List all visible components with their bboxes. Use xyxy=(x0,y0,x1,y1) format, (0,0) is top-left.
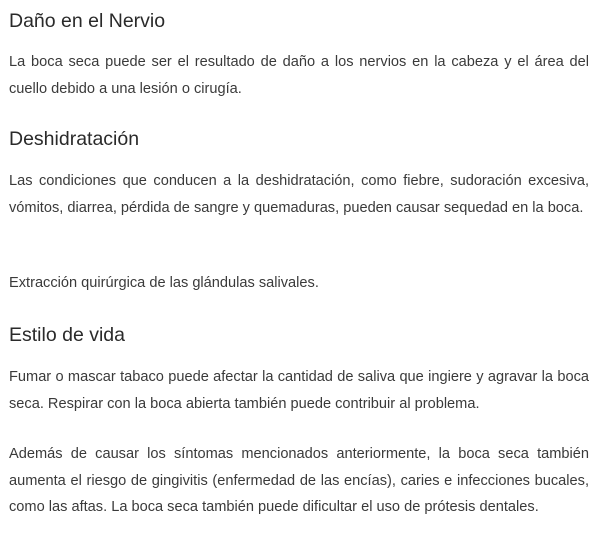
section-paragraph: Extracción quirúrgica de las glándulas salivales. xyxy=(9,275,319,291)
section-heading-lifestyle: Estilo de vida xyxy=(9,324,125,346)
section-paragraph: Fumar o mascar tabaco puede afectar la cantidad de saliva que ingiere y agravar la boca seca. Respirar con la boca abierta también puede contribuir al problema. xyxy=(9,369,589,412)
section-paragraph: Las condiciones que conducen a la deshidratación, como fiebre, sudoración excesiva, vómitos, diarrea, pérdida de sangre y quemaduras, pueden causar sequedad en la boca. xyxy=(9,173,589,216)
section-paragraph: La boca seca puede ser el resultado de daño a los nervios en la cabeza y el área del cuello debido a una lesión o cirugía. xyxy=(9,54,589,97)
section-heading-nerve-damage: Daño en el Nervio xyxy=(9,10,166,32)
section-heading-dehydration: Deshidratación xyxy=(9,128,140,150)
section-paragraph: Además de causar los síntomas mencionados anteriormente, la boca seca también aumenta el riesgo de gingivitis (enfermedad de las encías), caries e infecciones bucales, como las aftas. La boca seca también puede dificultar el uso de prótesis dentales. xyxy=(9,446,589,515)
